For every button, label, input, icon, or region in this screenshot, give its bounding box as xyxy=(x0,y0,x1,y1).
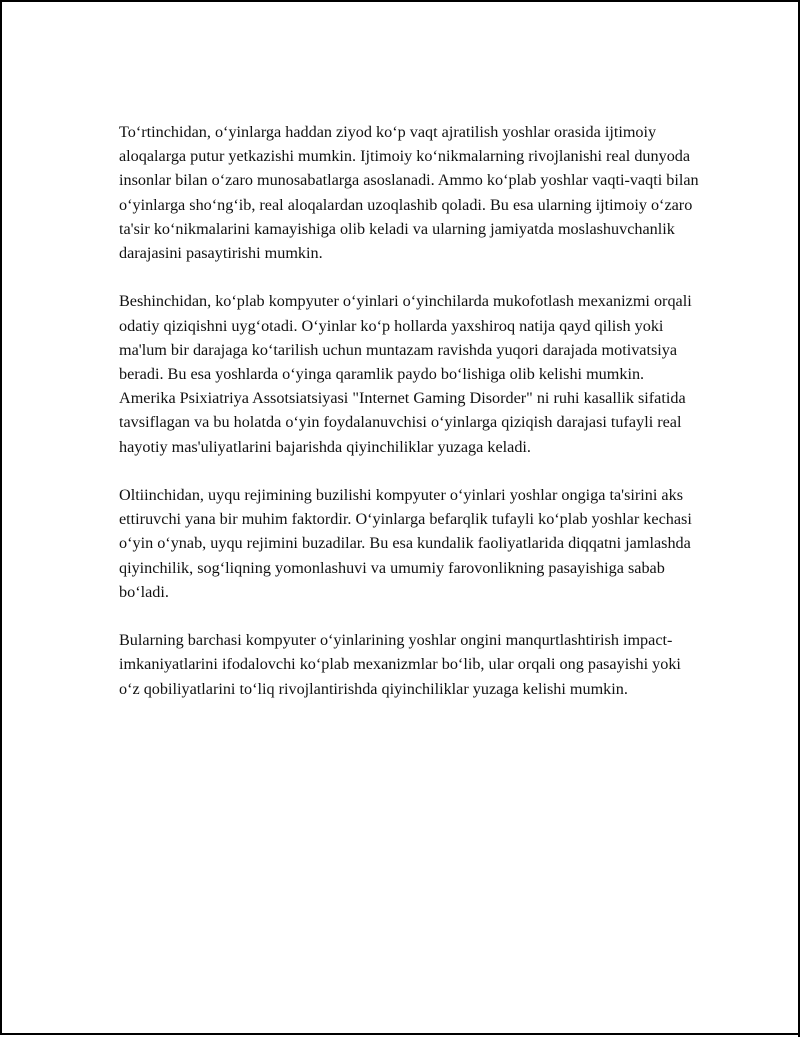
paragraph-fifth-point: Beshinchidan, ko‘plab kompyuter o‘yinlari o‘yinchilarda mukofotlash mexanizmi orqali odatiy qiziqishni uyg‘otadi. O‘yinlar ko‘p hollarda yaxshiroq natija qayd qilish yoki ma'lum bir darajaga ko‘tarilish uchun muntazam ravishda yuqori darajada motivatsiya beradi. Bu esa yoshlarda o‘yinga qaramlik paydo bo‘lishiga olib kelishi mumkin. Amerika Psixiatriya Assotsiatsiyasi "Internet Gaming Disorder" ni ruhi kasallik sifatida tavsiflagan va bu holatda o‘yin foydalanuvchisi o‘yinlarga qiziqish darajasi tufayli real hayotiy mas'uliyatlarini bajarishda qiyinchiliklar yuzaga keladi. xyxy=(119,292,692,456)
paragraph-sixth-point: Oltiinchidan, uyqu rejimining buzilishi kompyuter o‘yinlari yoshlar ongiga ta'sirini aks ettiruvchi yana bir muhim faktordir. O‘yinlarga befarqlik tufayli ko‘plab yoshlar kechasi o‘yin o‘ynab, uyqu rejimini buzadilar. Bu esa kundalik faoliyatlarida diqqatni jamlashda qiyinchilik, sog‘liqning yomonlashuvi va umumiy farovonlikning pasayishiga sabab bo‘ladi. xyxy=(119,486,692,601)
document-body xyxy=(119,120,699,725)
paragraph-conclusion: Bularning barchasi kompyuter o‘yinlarining yoshlar ongini manqurtlashtirish impact-imkaniyatlarini ifodalovchi ko‘plab mexanizmlar bo‘lib, ular orqali ong pasayishi yoki o‘z qobiliyatlarini to‘liq rivojlantirishda qiyinchiliklar yuzaga kelishi mumkin. xyxy=(119,631,681,698)
paragraph-fourth-point: To‘rtinchidan, o‘yinlarga haddan ziyod ko‘p vaqt ajratilish yoshlar orasida ijtimoiy aloqalarga putur yetkazishi mumkin. Ijtimoiy ko‘nikmalarning rivojlanishi real dunyoda insonlar bilan o‘zaro munosabatlarga asoslanadi. Ammo ko‘plab yoshlar vaqti-vaqti bilan o‘yinlarga sho‘ng‘ib, real aloqalardan uzoqlashib qoladi. Bu esa ularning ijtimoiy o‘zaro ta'sir ko‘nikmalarini kamayishiga olib keladi va ularning jamiyatda moslashuvchanlik darajasini pasaytirishi mumkin. xyxy=(119,123,699,263)
